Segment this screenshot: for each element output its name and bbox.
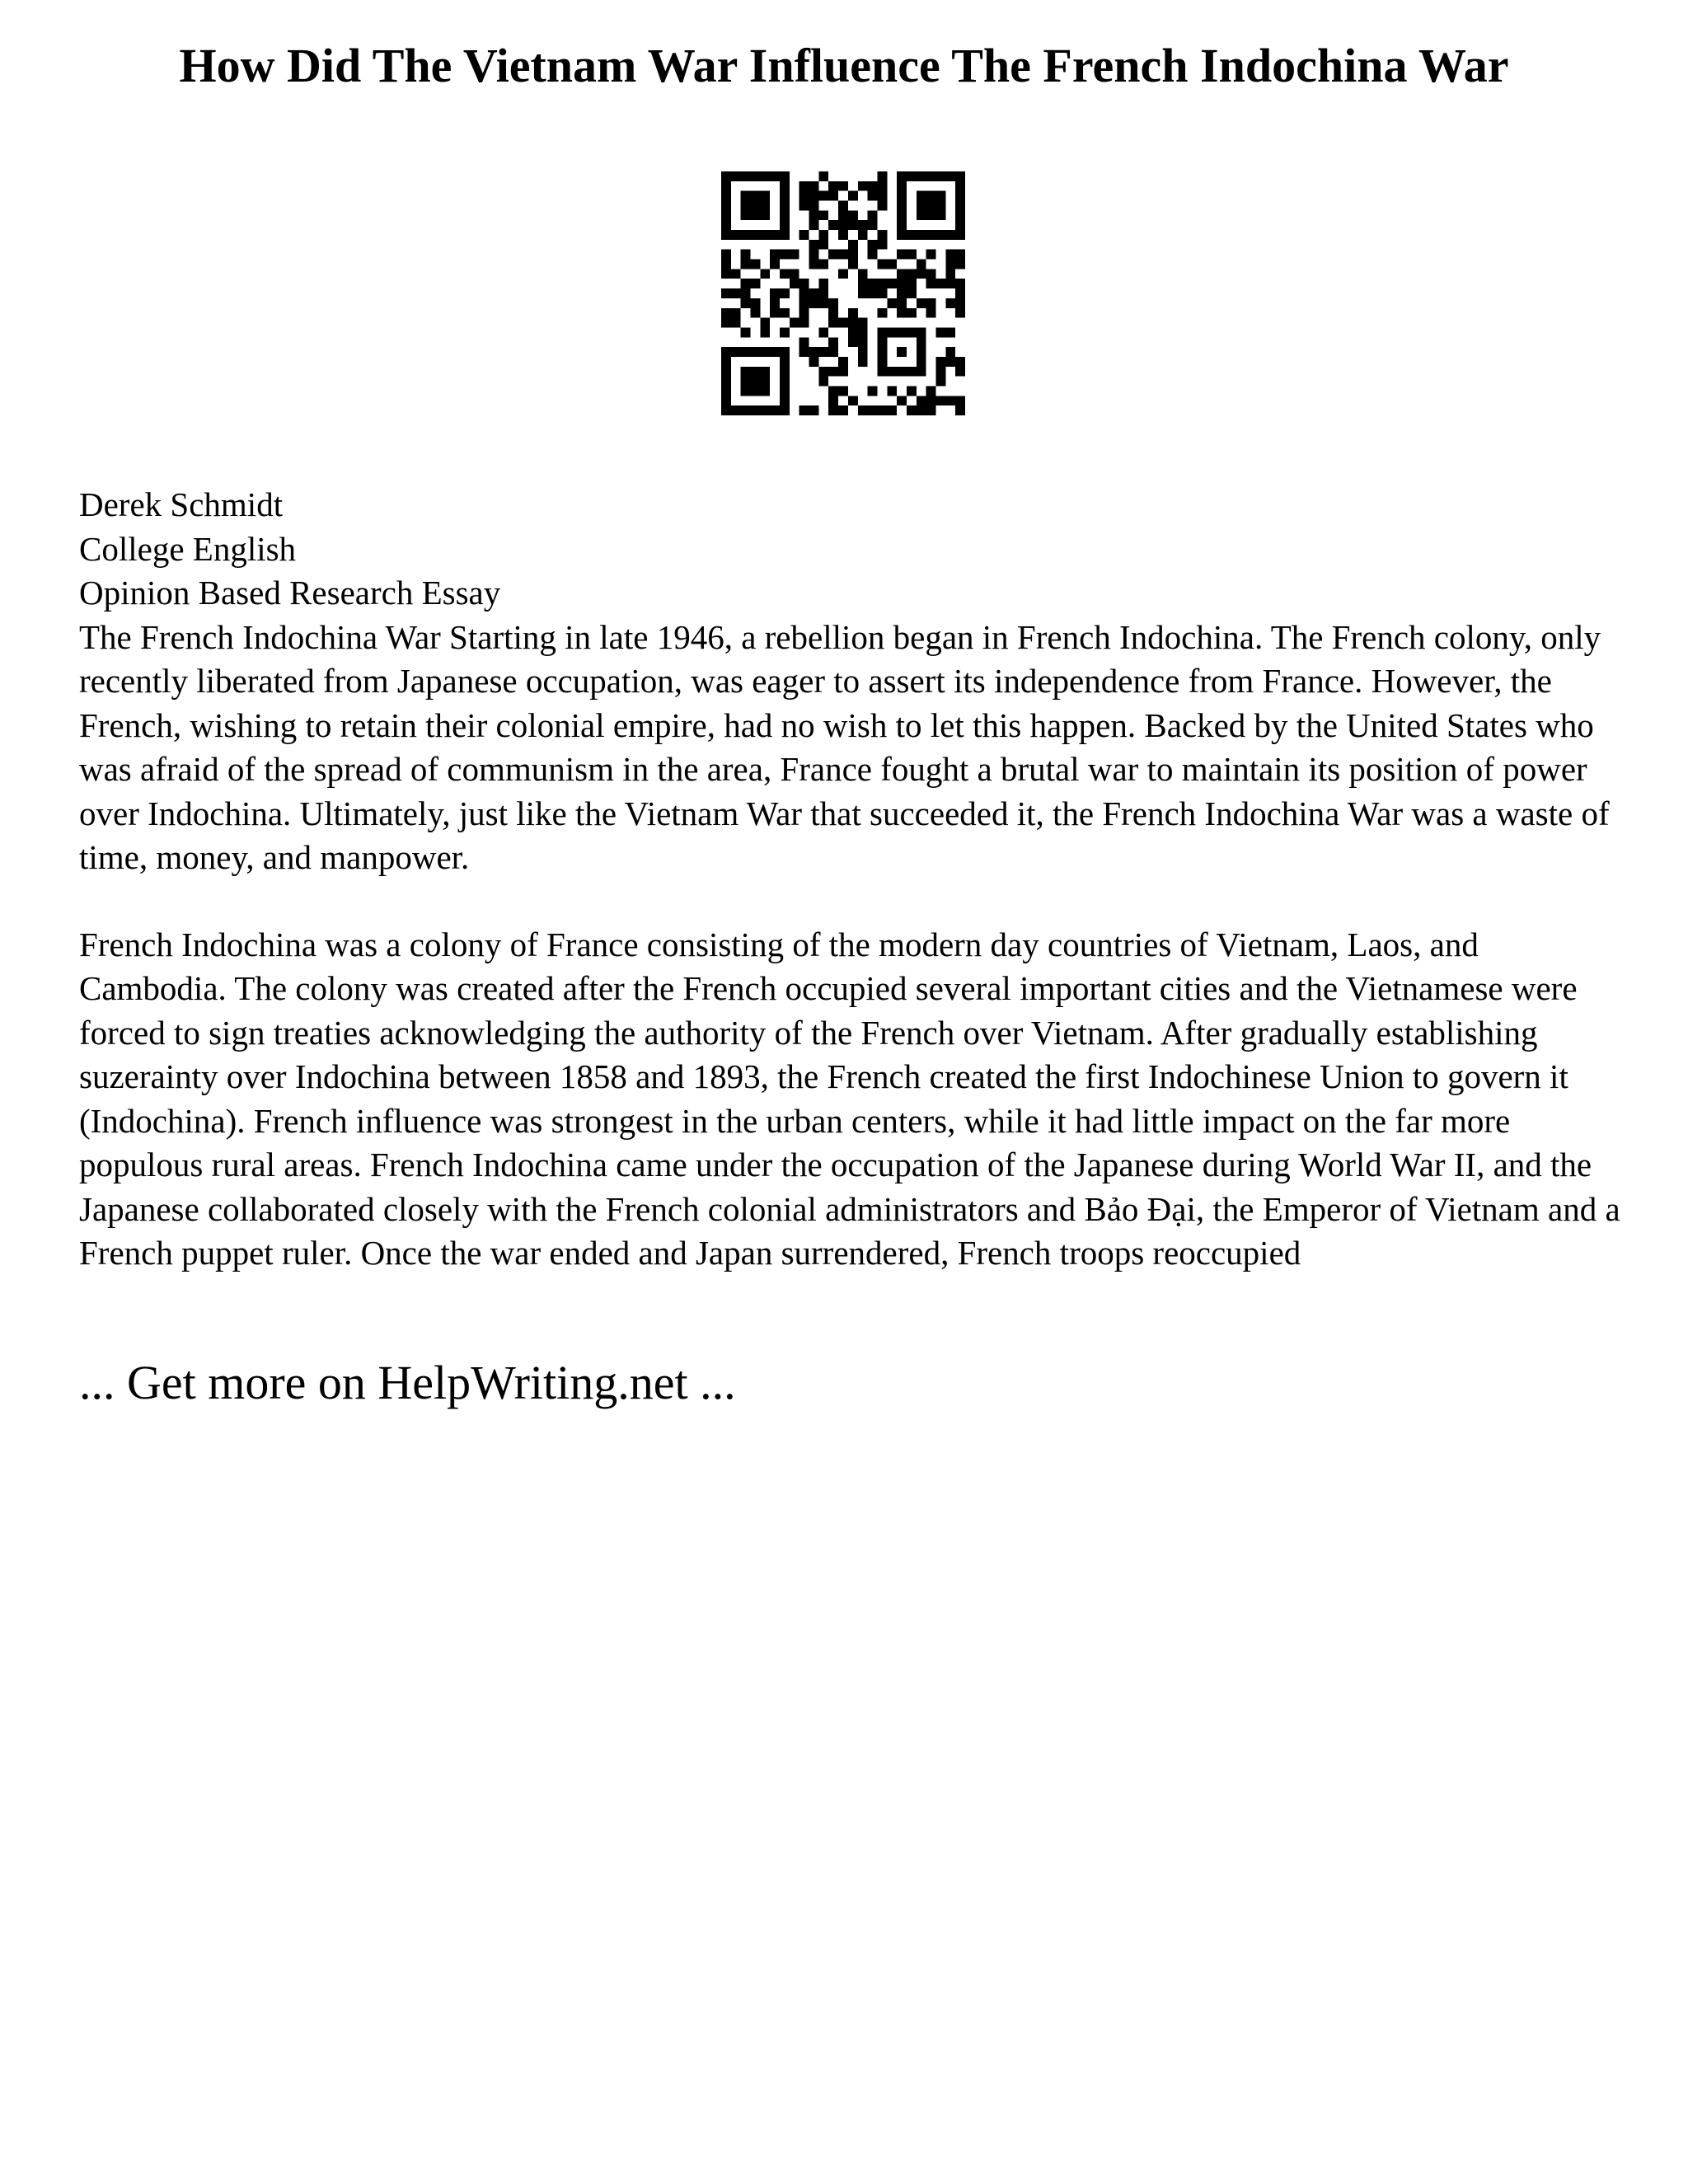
paragraph-intro: The French Indochina War Starting in late 1946, a rebellion began in French Indochina. The French colony, only recently liberated from Japanese occupation, was eager to assert its independence from France. However, the French, wishing to retain their colonial empire, had no wish to let this happen. Backed by the United States who was afraid of the spread of communism in the area, France fought a brutal war to maintain its position of power over Indochina. Ultimately, just like the Vietnam War that succeeded it, the French Indochina War was a waste of time, money, and manpower. <box>79 617 1610 876</box>
document-title: How Did The Vietnam War Influence The French Indochina War <box>179 39 1509 92</box>
essay-body <box>79 483 1629 1276</box>
paragraph-background: French Indochina was a colony of France consisting of the modern day countries of Vietnam, Laos, and Cambodia. The colony was created after the French occupied several important cities and the Vietnamese were forced to sign treaties acknowledging the authority of the French over Vietnam. After gradually establishing suzerainty over Indochina between 1858 and 1893, the French created the first Indochinese Union to govern it (Indochina). French influence was strongest in the urban centers, while it had little impact on the far more populous rural areas. French Indochina came under the occupation of the Japanese during World War II, and the Japanese collaborated closely with the French colonial administrators and Bảo Đại, the Emperor of Vietnam and a French puppet ruler. Once the war ended and Japan surrendered, French troops reoccupied <box>79 925 1620 1272</box>
get-more-link[interactable]: ... Get more on HelpWriting.net ... <box>79 1356 736 1409</box>
qr-code-icon <box>721 171 965 415</box>
course-name: College English <box>79 529 297 568</box>
author-name: Derek Schmidt <box>79 485 284 523</box>
assignment-type: Opinion Based Research Essay <box>79 574 501 612</box>
